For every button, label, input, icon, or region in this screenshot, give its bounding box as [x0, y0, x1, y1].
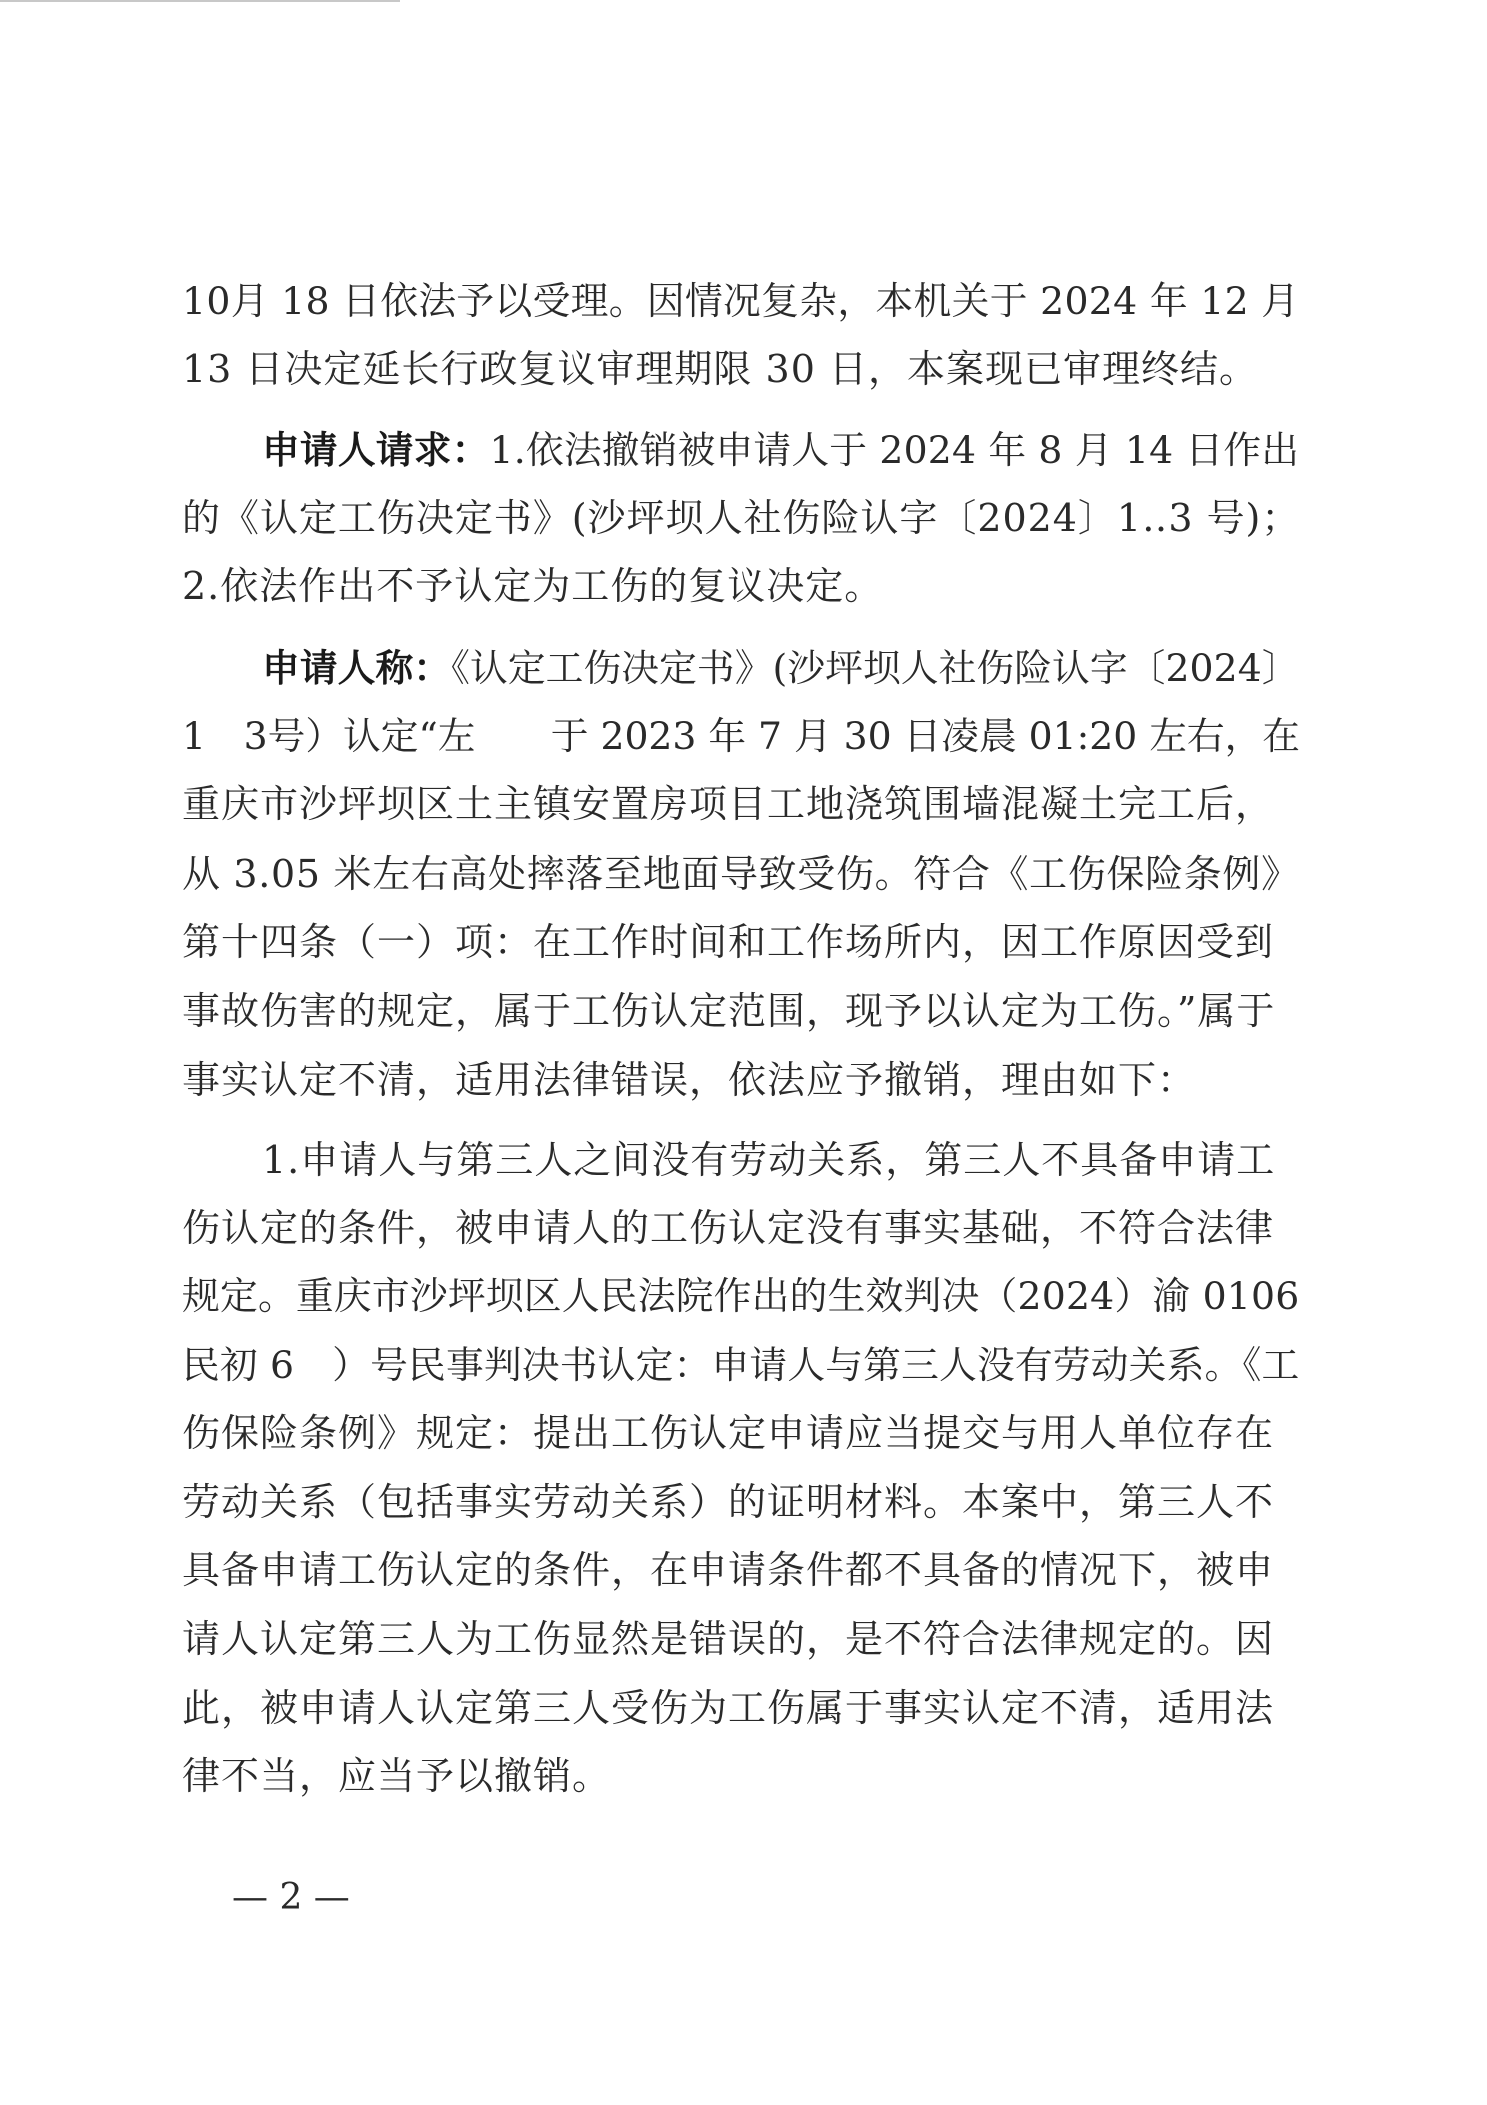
text-line [182, 1542, 1274, 1598]
text-line [182, 914, 1274, 970]
text-line [182, 341, 1258, 397]
text-line [182, 1268, 1300, 1324]
line-text: 伤认定的条件，被申请人的工伤认定没有事实基础，不符合法律 [182, 1206, 1275, 1250]
text-line [182, 1680, 1274, 1736]
line-text: 2.依法作出不予认定为工伤的复议决定。 [182, 564, 884, 608]
line-text: 请人认定第三人为工伤显然是错误的，是不符合法律规定的。因 [182, 1617, 1275, 1661]
line-text: 1.申请人与第三人之间没有劳动关系，第三人不具备申请工 [262, 1138, 1276, 1182]
line-text: 此，被申请人认定第三人受伤为工伤属于事实认定不清，适用法 [182, 1686, 1275, 1730]
line-text: 律不当，应当予以撤销。 [182, 1754, 612, 1798]
text-line [182, 1052, 1196, 1108]
text-line [182, 1748, 611, 1804]
line-text: 从 3.05 米左右高处摔落至地面导致受伤。符合《工伤保险条例》 [182, 852, 1300, 896]
line-text: 重庆市沙坪坝区土主镇安置房项目工地浇筑围墙混凝土完工后， [182, 782, 1275, 826]
line-text: 的《认定工伤决定书》(沙坪坝人社伤险认字〔2024〕1‥3 号)； [182, 496, 1301, 540]
line-text: 伤保险条例》规定：提出工伤认定申请应当提交与用人单位存在 [182, 1411, 1275, 1455]
line-text: 民初 6 ）号民事判决书认定：申请人与第三人没有劳动关系。《工 [182, 1343, 1300, 1387]
lead-text: 申请人请求： [262, 428, 490, 472]
text-line [182, 776, 1274, 832]
text-line [182, 1405, 1274, 1461]
text-line [182, 983, 1275, 1039]
line-text: 《认定工伤决定书》(沙坪坝人社伤险认字〔2024〕 [451, 646, 1300, 690]
line-text: 1 3号）认定“左 于 2023 年 7 月 30 日凌晨 01:20 左右，在 [182, 714, 1300, 758]
text-line [262, 422, 1299, 478]
text-line [182, 1337, 1299, 1393]
line-text: 具备申请工伤认定的条件，在申请条件都不具备的情况下，被申 [182, 1548, 1275, 1592]
text-line [262, 1132, 1275, 1188]
line-text: 13 日决定延长行政复议审理期限 30 日，本案现已审理终结。 [182, 347, 1258, 391]
line-text: 规定。重庆市沙坪坝区人民法院作出的生效判决（2024）渝 0106 [182, 1274, 1300, 1318]
text-line [182, 490, 1300, 546]
text-line [182, 1611, 1274, 1667]
line-text: 1.依法撤销被申请人于 2024 年 8 月 14 日作出 [489, 428, 1300, 472]
text-line [182, 558, 883, 614]
text-line [262, 640, 1300, 696]
line-text: 事实认定不清，适用法律错误，依法应予撤销，理由如下： [182, 1058, 1197, 1102]
lead-text: 申请人称： [262, 646, 452, 690]
line-text: 劳动关系（包括事实劳动关系）的证明材料。本案中，第三人不 [182, 1480, 1275, 1524]
line-text: 第十四条（一）项：在工作时间和工作场所内，因工作原因受到 [182, 920, 1275, 964]
text-line [182, 1200, 1274, 1256]
line-text: 事故伤害的规定，属于工伤认定范围，现予以认定为工伤。”属于 [182, 989, 1276, 1033]
text-line [182, 708, 1300, 764]
page-number: — 2 — [232, 1877, 350, 1918]
text-line [182, 846, 1300, 902]
text-line [182, 1474, 1274, 1530]
line-text: 10月 18 日依法予以受理。因情况复杂，本机关于 2024 年 12 月 [182, 279, 1300, 323]
text-line [182, 273, 1299, 329]
